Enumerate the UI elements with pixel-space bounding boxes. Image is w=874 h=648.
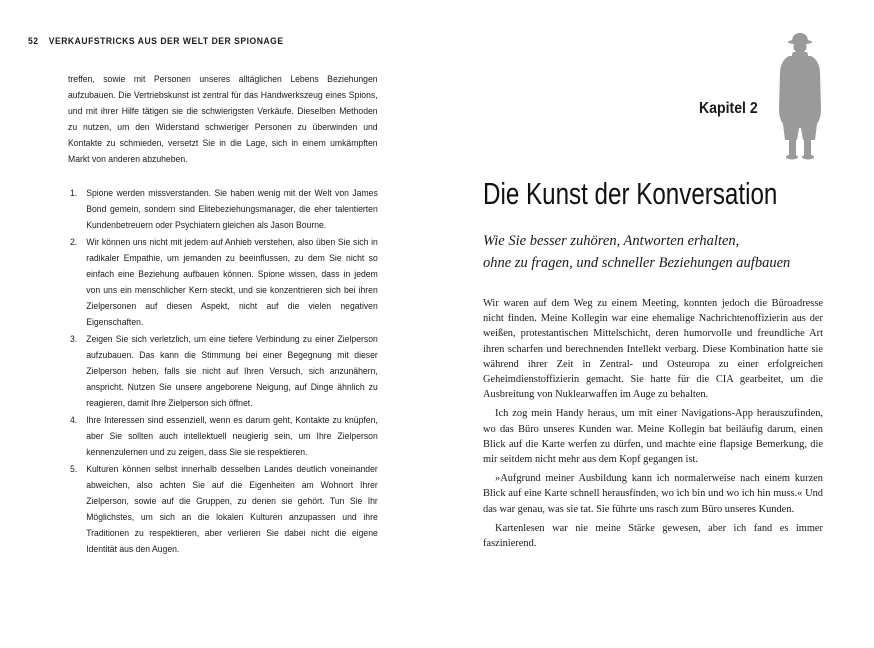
list-item	[70, 235, 378, 331]
body-paragraph: »Aufgrund meiner Ausbildung kann ich normalerweise nach einem kurzen Blick auf eine Karte schnell herausfinden, wo ich bin und wo ich hin muss.« Und das war genau, was sie tat. Sie führte uns rasch zum Büro unseres Kunden.	[483, 473, 823, 515]
list-number: 5.	[70, 464, 78, 475]
running-head	[28, 36, 284, 47]
list-number: 4.	[70, 415, 78, 426]
list-number: 1.	[70, 188, 78, 199]
body-paragraph: Wir waren auf dem Weg zu einem Meeting, konnten jedoch die Büroadresse nicht finden. Meine Kollegin war eine ehemalige Nachrichtenoffizierin aus der weißen, protestantischen Mittelschicht, deren humorvolle und freundliche Art ihren scharfen und berechnenden Intellekt verbarg. Diese Kombination hatte sie während ihrer Zeit in Zentral- und Osteuropa zu einer erfolgreichen Geheimdienstoffizierin gemacht. Sie hatte für die CIA gearbeitet, um die Ausbreitung von Nuklearwaffen im Auge zu behalten.	[483, 298, 823, 401]
list-text: Zeigen Sie sich verletzlich, um eine tiefere Verbindung zu einer Zielperson aufzubauen. Das kann die Stimmung bei einer Begegnung mit dieser Zielperson heben, falls sie nicht auf Ihren Versuch, sich anzunähern, anspricht. Nutzen Sie unsere angeborene Neigung, auf Dinge ähnlich zu reagieren, damit Ihre Zielperson sich öffnet.	[86, 334, 378, 409]
chapter-body	[483, 296, 823, 551]
intro-text: treffen, sowie mit Personen unseres alltäglichen Lebens Beziehungen aufzubauen. Die Vertriebskunst ist zentral für das Handwerkszeug eines Spions, und mit ihrer Hilfe tätigen sie die schwierigsten Verkäufe. Dieselben Methoden zu nutzen, um den Widerstand schwieriger Personen zu überwinden und Kontakte zu schmieden, versetzt Sie in die Lage, sich in einem umkämpften Markt von anderen abzuheben.	[68, 74, 378, 165]
body-paragraph: Kartenlesen war nie meine Stärke gewesen, aber ich fand es immer faszinierend.	[483, 522, 823, 550]
chapter-subtitle	[483, 230, 833, 274]
intro-paragraph	[68, 72, 378, 168]
subtitle-line: ohne zu fragen, und schneller Beziehungen aufbauen	[483, 255, 791, 271]
list-number: 3.	[70, 334, 78, 345]
chapter-title: Die Kunst der Konversation	[483, 176, 778, 211]
list-item	[70, 413, 378, 461]
chapter-label: Kapitel 2	[699, 100, 758, 117]
page-number: 52	[28, 36, 39, 47]
list-text: Ihre Interessen sind essenziell, wenn es darum geht, Kontakte zu knüpfen, aber Sie sollten auch intellektuell neugierig sein, um Ihre Zielperson kennenzulernen und zu zeigen, dass Sie sie respektieren.	[86, 415, 378, 458]
body-paragraph: Ich zog mein Handy heraus, um mit einer Navigations-App herauszufinden, wo das Büro unseres Kunden war. Meine Kollegin bat beiläufig darum, einen Blick auf die Karte werfen zu dürfen, und machte eine flapsige Bemerkung, die mir seitdem nicht mehr aus dem Kopf gegangen ist.	[483, 408, 823, 466]
list-number: 2.	[70, 237, 78, 248]
list-text: Spione werden missverstanden. Sie haben wenig mit der Welt von James Bond gemein, sondern sind Elitebeziehungsmanager, die eher talentierten Kundenbetreuern oder Psychiatern gleichen als Jason Bourne.	[86, 188, 378, 231]
numbered-list	[70, 186, 378, 559]
spy-silhouette-icon	[775, 32, 825, 160]
subtitle-line: Wie Sie besser zuhören, Antworten erhalten,	[483, 233, 740, 249]
list-item	[70, 332, 378, 412]
list-item	[70, 186, 378, 234]
list-item	[70, 462, 378, 558]
running-head-title: VERKAUFSTRICKS AUS DER WELT DER SPIONAGE	[48, 36, 284, 47]
list-text: Wir können uns nicht mit jedem auf Anhieb verstehen, also üben Sie sich in radikaler Empathie, um jemanden zu beeinflussen, zu dem Sie nicht so einfach eine Beziehung aufbauen können. Spione wissen, dass in jedem von uns ein menschlicher Kern steckt, und sie konzentrieren sich bei ihren Zielpersonen auf diesen Aspekt, nicht auf die vielen negativen Eigenschaften.	[86, 237, 378, 328]
right-page	[437, 0, 874, 648]
list-text: Kulturen können selbst innerhalb desselben Landes deutlich voneinander abweichen, also achten Sie auf die Eigenheiten am Wohnort Ihrer Zielperson, sowie auf die Gruppen, zu denen sie gehört. Tun Sie Ihr Möglichstes, um sich an die lokalen Kulturen anzupassen und ihre Traditionen zu respektieren, aber verlieren Sie dabei nicht die eigene Identität aus den Augen.	[86, 464, 378, 555]
